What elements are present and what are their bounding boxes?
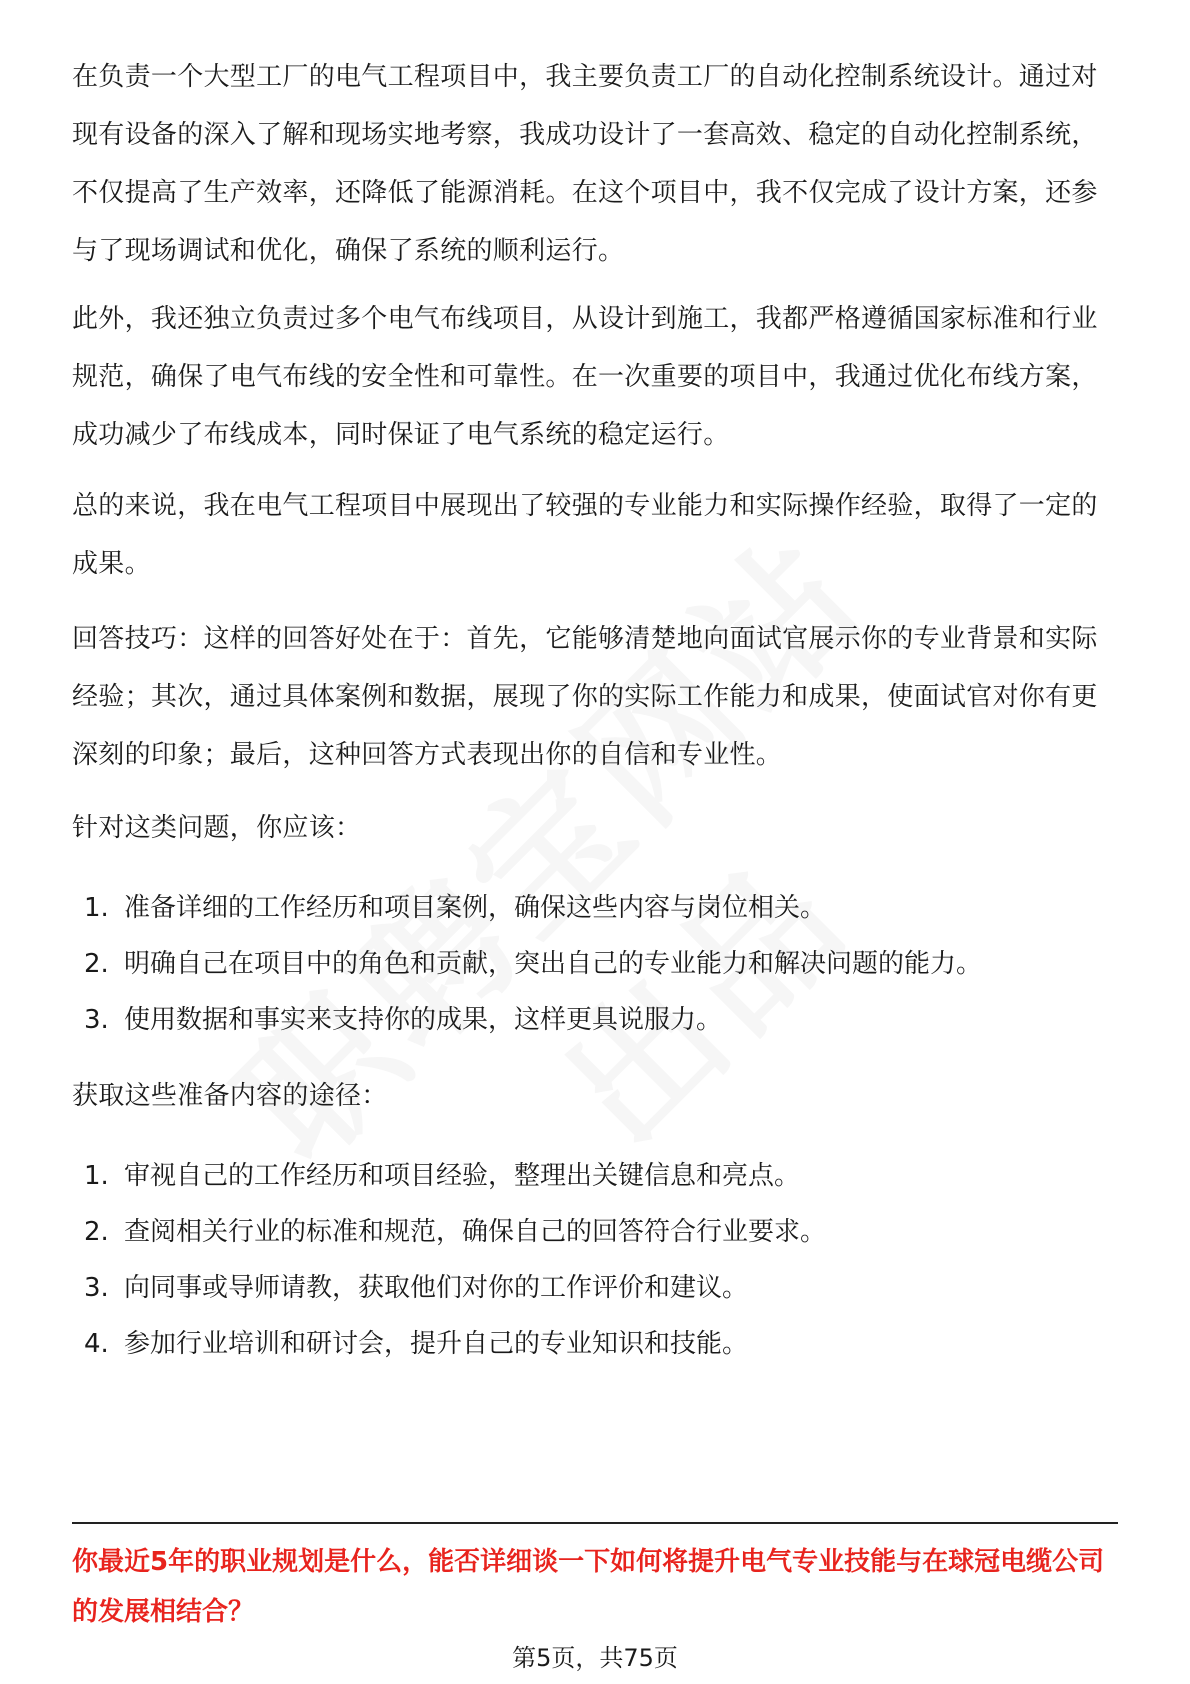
- paragraph-summary: 总的来说，我在电气工程项目中展现出了较强的专业能力和实际操作经验，取得了一定的成果。: [72, 491, 1098, 579]
- list-item: 3. 使用数据和事实来支持你的成果，这样更具说服力。: [84, 1005, 723, 1035]
- list2-heading: 获取这些准备内容的途径：: [72, 1081, 388, 1111]
- paragraph-wiring-projects: 此外，我还独立负责过多个电气布线项目，从设计到施工，我都严格遵循国家标准和行业规范，确保了电气布线的安全性和可靠性。在一次重要的项目中，我通过优化布线方案，成功减少了布线成本，同时保证了电气系统的稳定运行。: [72, 304, 1098, 450]
- list-item: 2. 查阅相关行业的标准和规范，确保自己的回答符合行业要求。: [84, 1217, 827, 1247]
- interview-question: 你最近5年的职业规划是什么，能否详细谈一下如何将提升电气专业技能与在球冠电缆公司的发展相结合？: [72, 1547, 1105, 1627]
- list-item: 1. 准备详细的工作经历和项目案例，确保这些内容与岗位相关。: [84, 893, 827, 923]
- paragraph-answer-tips: 回答技巧：这样的回答好处在于：首先，它能够清楚地向面试官展示你的专业背景和实际经验；其次，通过具体案例和数据，展现了你的实际工作能力和成果，使面试官对你有更深刻的印象；最后，这种回答方式表现出你的自信和专业性。: [72, 624, 1098, 770]
- paragraph-project-experience: 在负责一个大型工厂的电气工程项目中，我主要负责工厂的自动化控制系统设计。通过对现有设备的深入了解和现场实地考察，我成功设计了一套高效、稳定的自动化控制系统，不仅提高了生产效率，还降低了能源消耗。在这个项目中，我不仅完成了设计方案，还参与了现场调试和优化，确保了系统的顺利运行。: [72, 62, 1098, 266]
- sources-list: [72, 1148, 1118, 1372]
- list-item: 4. 参加行业培训和研讨会，提升自己的专业知识和技能。: [84, 1329, 749, 1359]
- list-item: 1. 审视自己的工作经历和项目经验，整理出关键信息和亮点。: [84, 1161, 801, 1191]
- paragraph-list-intro: 针对这类问题，你应该：: [72, 813, 362, 843]
- page-number: 第5页，共75页: [512, 1644, 678, 1672]
- list-item: 2. 明确自己在项目中的角色和贡献，突出自己的专业能力和解决问题的能力。: [84, 949, 983, 979]
- list-item: 3. 向同事或导师请教，获取他们对你的工作评价和建议。: [84, 1273, 749, 1303]
- section-divider: [72, 1522, 1118, 1524]
- preparation-list: [72, 880, 1118, 1048]
